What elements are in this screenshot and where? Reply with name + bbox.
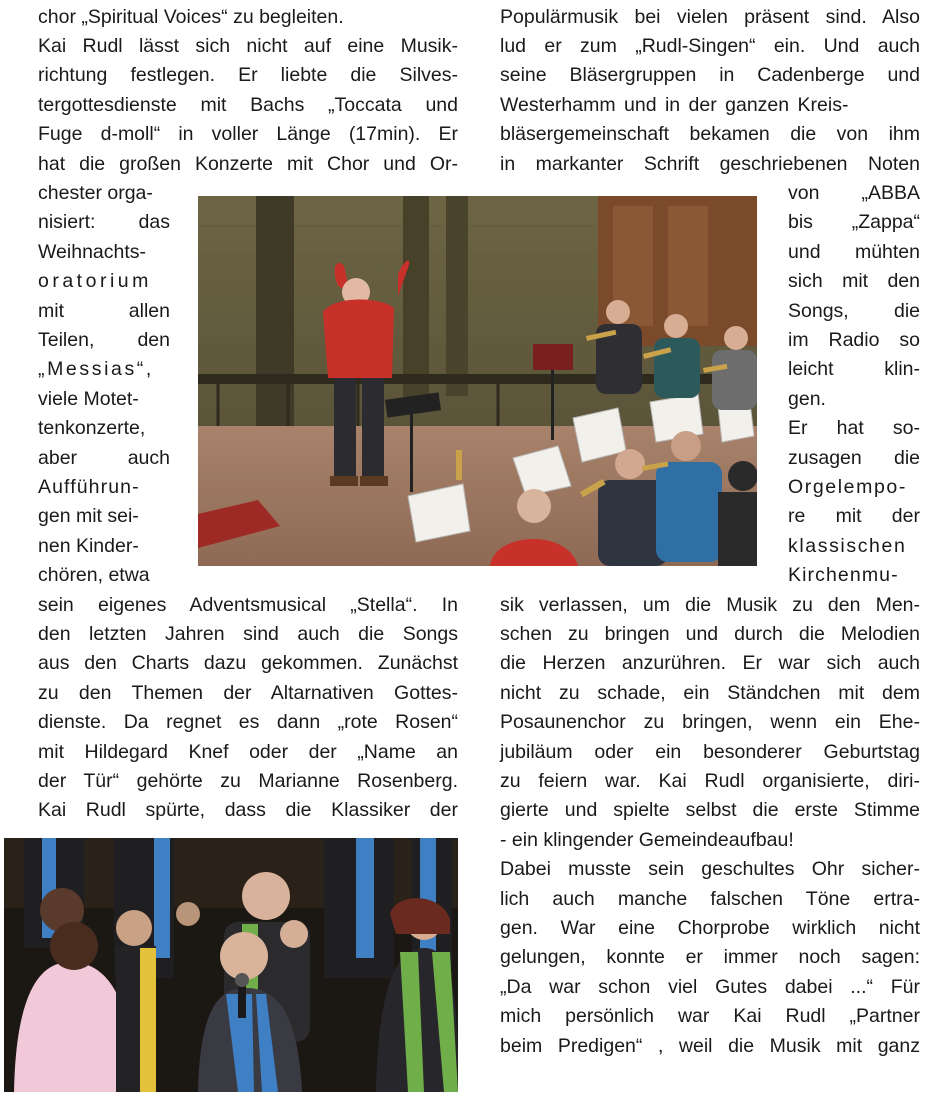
text-line: jubiläum oder ein besonderer Geburtstag	[500, 741, 920, 763]
text-line: chester orga-	[38, 182, 153, 204]
text-line: aus den Charts dazu gekommen. Zunächst	[38, 652, 458, 674]
text-line: leicht klin-	[788, 358, 920, 380]
text-line: den letzten Jahren sind auch die Songs	[38, 623, 458, 645]
text-line: - ein klingender Gemeindeaufbau!	[500, 829, 794, 851]
text-line: zu feiern war. Kai Rudl organisierte, diri-	[500, 770, 920, 792]
text-line: Fuge d-moll“ in voller Länge (17min). Er	[38, 123, 458, 145]
text-line: von „ABBA	[788, 182, 920, 204]
text-line: Kai Rudl lässt sich nicht auf eine Musik-	[38, 35, 458, 57]
text-line: in markanter Schrift geschriebenen Noten	[500, 153, 920, 175]
text-line: chor „Spiritual Voices“ zu begleiten.	[38, 6, 344, 28]
text-line: „Messias“,	[38, 358, 154, 380]
text-line: sik verlassen, um die Musik zu den Men-	[500, 594, 920, 616]
text-line: nicht zu schade, ein Ständchen mit dem	[500, 682, 920, 704]
text-line: sich mit den	[788, 270, 920, 292]
text-line: viele Motet-	[38, 388, 139, 410]
text-line: bläsergemeinschaft bekamen die von ihm	[500, 123, 920, 145]
text-line: re mit der	[788, 505, 920, 527]
text-line: mit Hildegard Knef oder der „Name an	[38, 741, 458, 763]
text-line: Kirchenmu-	[788, 564, 899, 586]
text-line: seine Bläsergruppen in Cadenberge und	[500, 64, 920, 86]
text-line: gen.	[788, 388, 826, 410]
text-line: mich persönlich war Kai Rudl „Partner	[500, 1005, 920, 1027]
text-line: dienste. Da regnet es dann „rote Rosen“	[38, 711, 458, 733]
text-line: schen zu bringen und durch die Melodien	[500, 623, 920, 645]
photo-conductor-brass-illustration	[198, 196, 757, 566]
text-line: richtung festlegen. Er liebte die Silves-	[38, 64, 458, 86]
text-line: lich auch manche falschen Töne ertra-	[500, 888, 920, 910]
text-line: lud er zum „Rudl-Singen“ ein. Und auch	[500, 35, 920, 57]
text-line: Aufführun-	[38, 476, 140, 498]
text-line: oratorium	[38, 270, 152, 292]
text-line: klassischen	[788, 535, 907, 557]
text-line: nisiert: das	[38, 211, 170, 233]
text-line: Westerhamm und in der ganzen Kreis-	[500, 94, 849, 116]
text-line: Kai Rudl spürte, dass die Klassiker der	[38, 799, 458, 821]
text-line: der Tür“ gehörte zu Marianne Rosenberg.	[38, 770, 458, 792]
text-line: gen. War eine Chorprobe wirklich nicht	[500, 917, 920, 939]
text-line: Er hat so-	[788, 417, 920, 439]
text-line: im Radio so	[788, 329, 920, 351]
text-line: Posaunenchor zu bringen, wenn ein Ehe-	[500, 711, 920, 733]
text-line: tenkonzerte,	[38, 417, 146, 439]
text-line: und mühten	[788, 241, 920, 263]
text-line: beim Predigen“ , weil die Musik mit ganz	[500, 1035, 920, 1057]
text-line: Populärmusik bei vielen präsent sind. Also	[500, 6, 920, 28]
text-line: gelungen, konnte er immer noch sagen:	[500, 946, 920, 968]
text-line: die Herzen anzurühren. Er war sich auch	[500, 652, 920, 674]
text-line: sein eigenes Adventsmusical „Stella“. In	[38, 594, 458, 616]
text-line: nen Kinder-	[38, 535, 139, 557]
text-line: bis „Zappa“	[788, 211, 920, 233]
text-line: Songs, die	[788, 300, 920, 322]
text-line: zusagen die	[788, 447, 920, 469]
text-line: „Da war schon viel Gutes dabei ...“ Für	[500, 976, 920, 998]
text-line: gierte und spielte selbst die erste Stimme	[500, 799, 920, 821]
text-line: Dabei musste sein geschultes Ohr sicher-	[500, 858, 920, 880]
text-line: mit allen	[38, 300, 170, 322]
text-line: Teilen, den	[38, 329, 170, 351]
photo-choir	[4, 838, 458, 1092]
text-line: gen mit sei-	[38, 505, 139, 527]
text-line: Orgelempo-	[788, 476, 907, 498]
photo-conductor-brass	[198, 196, 757, 566]
text-line: chören, etwa	[38, 564, 150, 586]
photo-choir-illustration	[4, 838, 458, 1092]
text-line: hat die großen Konzerte mit Chor und Or-	[38, 153, 458, 175]
text-line: tergottesdienste mit Bachs „Toccata und	[38, 94, 458, 116]
text-line: Weihnachts-	[38, 241, 147, 263]
text-line: aber auch	[38, 447, 170, 469]
text-line: zu den Themen der Altarnativen Gottes-	[38, 682, 458, 704]
